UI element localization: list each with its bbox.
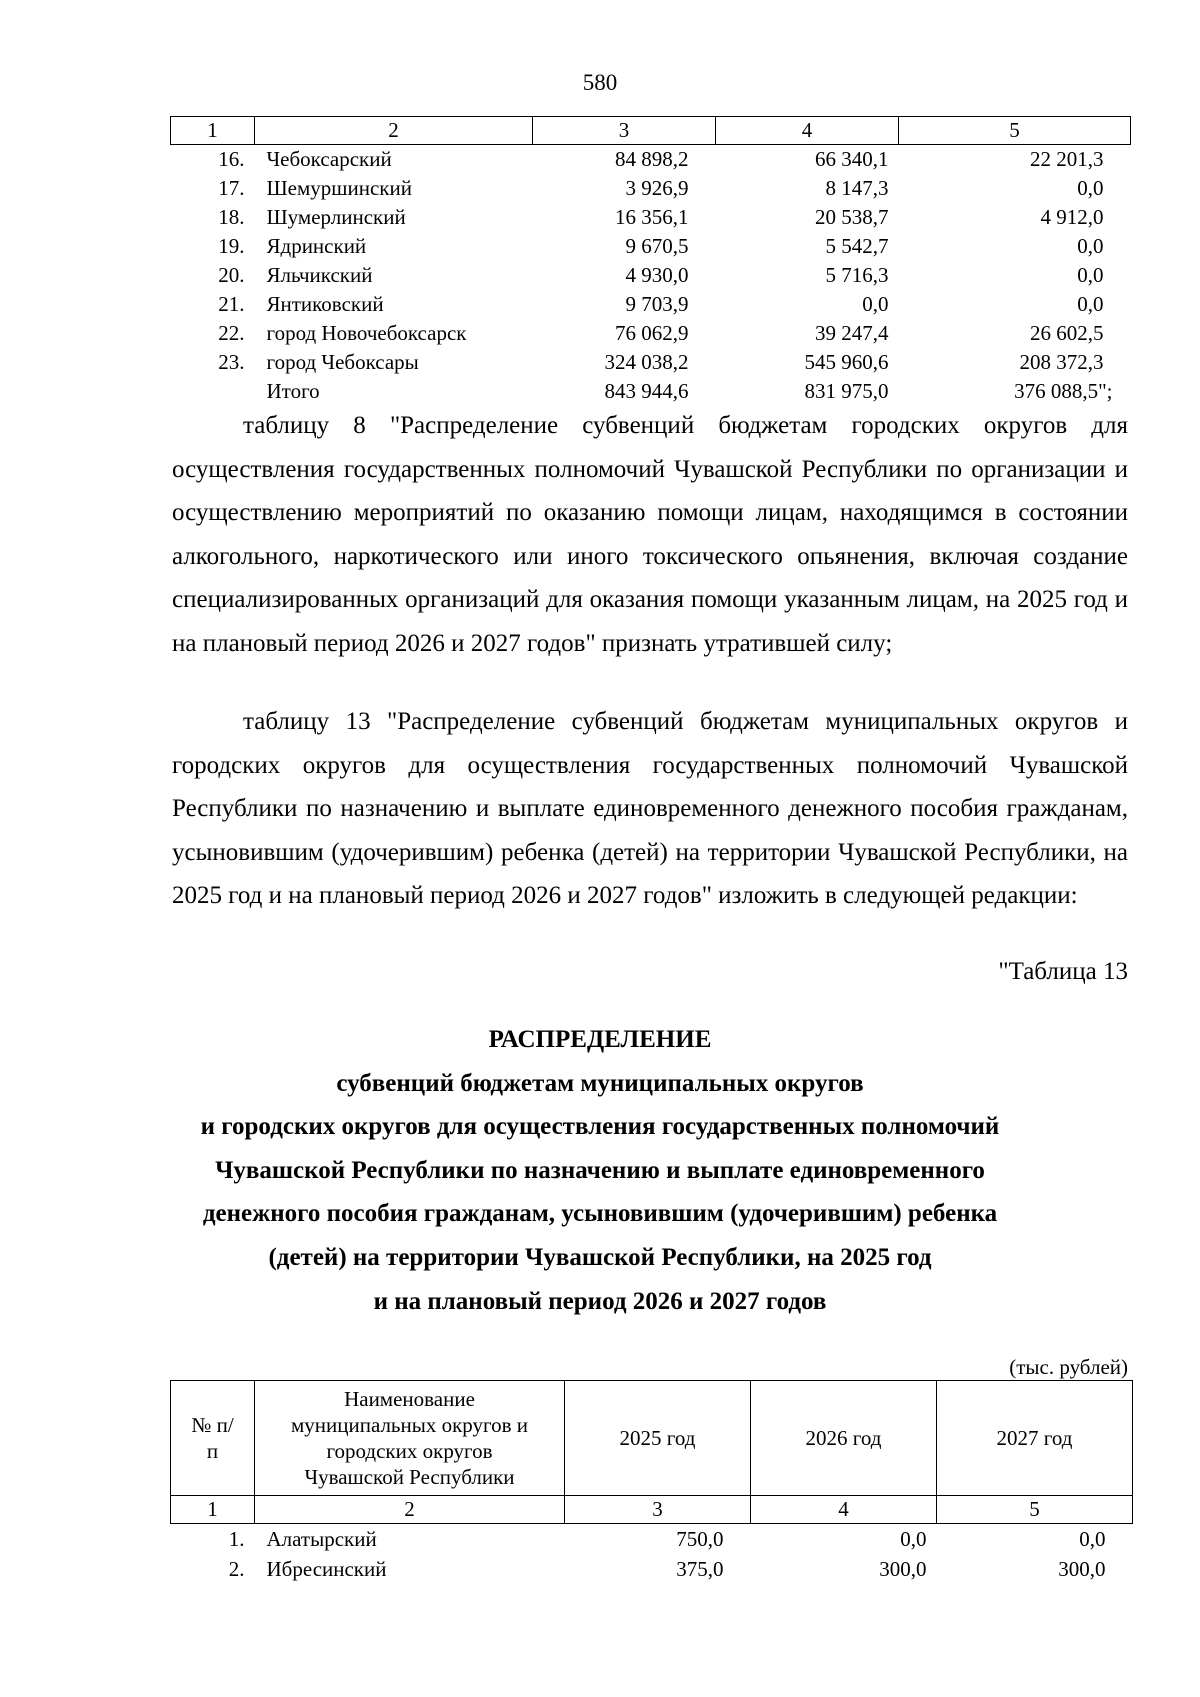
value-2027: 22 201,3 — [1030, 147, 1104, 171]
value-2025: 4 930,0 — [625, 263, 689, 287]
column-number: 4 — [716, 117, 899, 145]
top-table — [170, 116, 1131, 406]
column-number-row — [171, 117, 1131, 145]
row-number — [171, 377, 255, 406]
row-name: Чебоксарский — [266, 147, 392, 171]
row-name: Ядринский — [266, 234, 367, 258]
value-2027: 0,0 — [1077, 176, 1104, 200]
paragraph-table-13 — [172, 700, 1128, 918]
row-number: 19. — [218, 234, 245, 258]
row-name: Ибресинский — [266, 1557, 387, 1581]
column-number-row — [171, 1496, 1133, 1524]
value-2027: 208 372,3 — [1019, 350, 1104, 374]
value-2026: 5 542,7 — [825, 234, 889, 258]
row-name: Шумерлинский — [266, 205, 406, 229]
row-name: город Чебоксары — [266, 350, 419, 374]
title-heading: РАСПРЕДЕЛЕНИЕ — [488, 1026, 712, 1053]
value-2027: 376 088,5"; — [1014, 379, 1113, 403]
row-name: Шемуршинский — [266, 176, 412, 200]
document-title — [100, 1018, 1100, 1323]
table-row — [171, 348, 1131, 377]
paragraph-text: таблицу 8 "Распределение субвенций бюджетам городских округов для осуществления государственных полномочий Чувашской Республики по организации и осуществлению мероприятий по оказанию помощи лицам, находящимся в состоянии алкогольного, наркотического или иного токсического опьянения, включая создание специализированных организаций для оказания помощи указанным лицам, на 2025 год и на плановый период 2026 и 2027 годов" признать утратившей силу; — [172, 412, 1128, 657]
title-line: (детей) на территории Чувашской Республики, на 2025 год — [268, 1243, 932, 1271]
row-name: Яльчикский — [266, 263, 373, 287]
table-row — [171, 1524, 1133, 1555]
value-2027: 0,0 — [1077, 234, 1104, 258]
column-number: 2 — [255, 1496, 565, 1524]
table-row — [171, 290, 1131, 319]
row-number: 1. — [228, 1527, 245, 1551]
header-2025: 2025 год — [565, 1381, 751, 1496]
value-2027: 0,0 — [1077, 263, 1104, 287]
table-header-row — [171, 1381, 1133, 1496]
title-line: и на плановый период 2026 и 2027 годов — [373, 1287, 827, 1315]
column-number: 3 — [533, 117, 716, 145]
value-2025: 9 703,9 — [625, 292, 689, 316]
value-2026: 8 147,3 — [825, 176, 889, 200]
table-row — [171, 145, 1131, 175]
table-row — [171, 232, 1131, 261]
value-2025: 16 356,1 — [615, 205, 689, 229]
value-2026: 0,0 — [900, 1527, 927, 1551]
value-2026: 300,0 — [879, 1557, 927, 1581]
paragraph-text: таблицу 13 "Распределение субвенций бюджетам муниципальных округов и городских округов для осуществления государственных полномочий Чувашской Республики по назначению и выплате единовременного денежного пособия гражданам, усыновившим (удочерившим) ребенка (детей) на территории Чувашской Республики, на 2025 год и на плановый период 2026 и 2027 годов" изложить в следующей редакции: — [172, 708, 1128, 910]
row-number: 16. — [218, 147, 245, 171]
column-number: 1 — [171, 1496, 255, 1524]
value-2025: 9 670,5 — [625, 234, 689, 258]
value-2025: 324 038,2 — [604, 350, 689, 374]
value-2026: 66 340,1 — [815, 147, 889, 171]
column-number: 4 — [751, 1496, 937, 1524]
table-row — [171, 1554, 1133, 1584]
row-number: 20. — [218, 263, 245, 287]
value-2025: 750,0 — [676, 1527, 724, 1551]
column-number: 1 — [171, 117, 255, 145]
row-number: 18. — [218, 205, 245, 229]
value-2027: 0,0 — [1079, 1527, 1106, 1551]
value-2025: 375,0 — [676, 1557, 724, 1581]
value-2026: 5 716,3 — [825, 263, 889, 287]
row-name: город Новочебоксарск — [266, 321, 467, 345]
column-number: 2 — [255, 117, 533, 145]
title-line: денежного пособия гражданам, усыновившим (удочерившим) ребенка — [202, 1200, 998, 1228]
total-row — [171, 377, 1131, 406]
value-2026: 831 975,0 — [804, 379, 889, 403]
row-name: Итого — [266, 379, 320, 403]
value-2027: 300,0 — [1058, 1557, 1106, 1581]
table-row — [171, 261, 1131, 290]
row-number: 2. — [228, 1557, 245, 1581]
header-number: № п/п — [171, 1381, 255, 1496]
units-label: (тыс. рублей) — [1009, 1355, 1128, 1379]
bottom-table — [170, 1380, 1133, 1584]
value-2025: 843 944,6 — [604, 379, 689, 403]
page-number: 580 — [582, 70, 618, 95]
column-number: 5 — [937, 1496, 1133, 1524]
row-number: 22. — [218, 321, 245, 345]
row-number: 21. — [218, 292, 245, 316]
title-line: Чувашской Республики по назначению и выплате единовременного — [215, 1156, 985, 1184]
value-2026: 20 538,7 — [815, 205, 889, 229]
row-name: Алатырский — [266, 1527, 377, 1551]
row-number: 23. — [218, 350, 245, 374]
value-2027: 4 912,0 — [1040, 205, 1104, 229]
column-number: 3 — [565, 1496, 751, 1524]
header-2027: 2027 год — [937, 1381, 1133, 1496]
value-2027: 0,0 — [1077, 292, 1104, 316]
value-2025: 84 898,2 — [615, 147, 689, 171]
column-number: 5 — [899, 117, 1131, 145]
header-2026: 2026 год — [751, 1381, 937, 1496]
title-line: субвенций бюджетам муниципальных округов — [336, 1069, 864, 1097]
table-row — [171, 203, 1131, 232]
table-row — [171, 319, 1131, 348]
table-label: "Таблица 13 — [998, 958, 1128, 985]
title-line: и городских округов для осуществления государственных полномочий — [200, 1113, 1000, 1141]
value-2026: 545 960,6 — [804, 350, 889, 374]
paragraph-table-8 — [172, 404, 1128, 666]
value-2025: 3 926,9 — [625, 176, 689, 200]
value-2026: 0,0 — [862, 292, 889, 316]
row-number: 17. — [218, 176, 245, 200]
table-row — [171, 174, 1131, 203]
header-name: Наименование муниципальных округов и городских округов Чувашской Республики — [255, 1381, 565, 1496]
value-2026: 39 247,4 — [815, 321, 889, 345]
row-name: Янтиковский — [266, 292, 384, 316]
value-2027: 26 602,5 — [1030, 321, 1104, 345]
value-2025: 76 062,9 — [615, 321, 689, 345]
